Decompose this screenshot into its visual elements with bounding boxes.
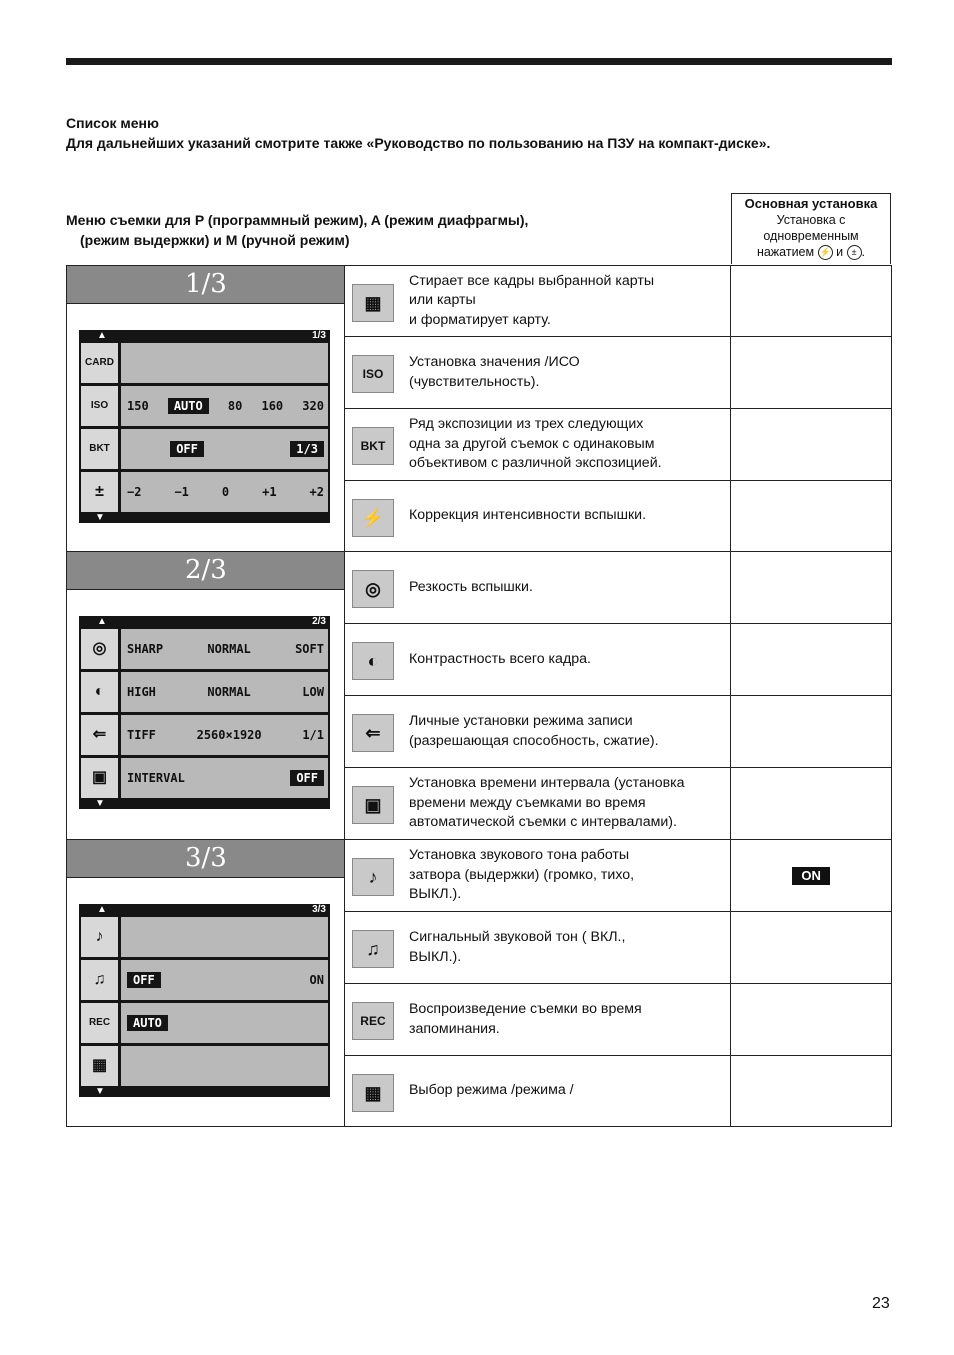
menu-item-description: Сигнальный звуковой тон ( ВКЛ., ВЫКЛ.). bbox=[408, 929, 626, 965]
basic-setting-cell bbox=[731, 624, 892, 696]
sharpness-icon: ◎ bbox=[352, 570, 394, 608]
screen-row bbox=[81, 1003, 328, 1043]
basic-setting-title: Основная установка bbox=[744, 196, 878, 211]
record-mode-icon: ⇐ bbox=[352, 714, 394, 752]
menu-row bbox=[67, 266, 892, 337]
screen-option: 0 bbox=[221, 485, 230, 499]
screen-option: AUTO bbox=[127, 1015, 168, 1031]
screen-option: 80 bbox=[227, 399, 243, 413]
basic-setting-header: Основная установка Установка с одновременным нажатием ⚡ и ± . bbox=[731, 193, 891, 264]
basic-setting-value: ON bbox=[792, 867, 830, 885]
screen-option: SOFT bbox=[295, 642, 324, 656]
menu-item-description-cell bbox=[344, 984, 730, 1056]
top-rule bbox=[66, 58, 892, 65]
scroll-down-icon: ▼ bbox=[95, 512, 105, 523]
screen-row bbox=[81, 917, 328, 957]
menu-item-description: Контрастность всего кадра. bbox=[408, 650, 591, 667]
screen-option: OFF bbox=[170, 441, 204, 457]
screen-option: OFF bbox=[290, 770, 324, 786]
screen-row-icon: ⇐ bbox=[81, 715, 121, 755]
screen-option: −1 bbox=[174, 485, 189, 499]
screen-page-indicator: 1/3 bbox=[312, 330, 326, 341]
basic-setting-line2: одновременным bbox=[763, 229, 859, 243]
basic-setting-cell bbox=[731, 768, 892, 840]
screen-row bbox=[81, 960, 328, 1000]
basic-setting-cell bbox=[731, 912, 892, 984]
screen-row bbox=[81, 629, 328, 669]
basic-setting-cell bbox=[731, 337, 892, 409]
screen-row bbox=[81, 386, 328, 426]
scroll-down-icon: ▼ bbox=[95, 1086, 105, 1097]
screen-cell bbox=[67, 266, 345, 552]
screen-row-icon: ▦ bbox=[81, 1046, 121, 1086]
screen-row bbox=[81, 343, 328, 383]
basic-setting-line3: нажатием bbox=[756, 245, 815, 259]
screen-page-indicator: 3/3 bbox=[312, 904, 326, 915]
menu-item-description-cell bbox=[344, 481, 730, 552]
scroll-down-icon: ▼ bbox=[95, 798, 105, 809]
scroll-up-icon: ▲ bbox=[97, 330, 107, 341]
screen-option: HIGH bbox=[127, 685, 156, 699]
reference-note: Для дальнейших указаний смотрите также «Руководство по пользованию на ПЗУ на компакт-диске». bbox=[66, 135, 771, 151]
menu-page-label: 2/3 bbox=[67, 552, 344, 590]
button-a-icon: ⚡ bbox=[818, 245, 833, 260]
lcd-menu-screen bbox=[79, 904, 330, 1097]
grid-mode-icon: ▦ bbox=[352, 1074, 394, 1112]
shooting-menu-title-line1: Меню съемки для P (программный режим), A (режим диафрагмы), bbox=[66, 212, 529, 228]
scroll-up-icon: ▲ bbox=[97, 904, 107, 915]
menu-item-description: Установка звукового тона работы затвора (выдержки) (громко, тихо, ВЫКЛ.). bbox=[408, 847, 635, 903]
screen-option: SHARP bbox=[127, 642, 164, 656]
screen-option: 160 bbox=[261, 399, 284, 413]
screen-option: NORMAL bbox=[207, 642, 251, 656]
basic-setting-cell bbox=[731, 840, 892, 912]
menu-table bbox=[66, 265, 892, 1127]
bracket-icon: BKT bbox=[352, 427, 394, 465]
basic-setting-cell bbox=[731, 552, 892, 624]
menu-item-description-cell bbox=[344, 552, 730, 624]
basic-setting-cell bbox=[731, 984, 892, 1056]
menu-item-description: Установка времени интервала (установка времени между съемками во время автоматической съемки с интервалами). bbox=[408, 775, 685, 831]
menu-page-label: 1/3 bbox=[67, 266, 344, 304]
menu-item-description-cell bbox=[344, 768, 730, 840]
flash-compensation-icon: ⚡ bbox=[352, 499, 394, 537]
screen-option: −2 bbox=[127, 485, 142, 499]
screen-option: 150 bbox=[127, 399, 149, 413]
screen-row-icon: ◎ bbox=[81, 629, 121, 669]
menu-item-description-cell bbox=[344, 624, 730, 696]
iso-icon: ISO bbox=[352, 355, 394, 393]
menu-item-description-cell bbox=[344, 912, 730, 984]
screen-row-icon: REC bbox=[81, 1003, 121, 1043]
screen-option: +1 bbox=[262, 485, 277, 499]
screen-row-icon: ± bbox=[81, 472, 121, 512]
basic-setting-cell bbox=[731, 266, 892, 337]
screen-row-icon: ▣ bbox=[81, 758, 121, 798]
beep-icon: ♫ bbox=[352, 930, 394, 968]
screen-option: OFF bbox=[127, 972, 161, 988]
screen-option: NORMAL bbox=[207, 685, 251, 699]
section-title: Список меню bbox=[66, 115, 159, 131]
screen-row bbox=[81, 1046, 328, 1086]
rec-view-icon: REC bbox=[352, 1002, 394, 1040]
screen-option: +2 bbox=[309, 485, 324, 499]
screen-option: INTERVAL bbox=[127, 771, 185, 785]
screen-row-icon: CARD bbox=[81, 343, 121, 383]
screen-cell bbox=[67, 552, 345, 840]
screen-row bbox=[81, 429, 328, 469]
screen-page-indicator: 2/3 bbox=[312, 616, 326, 627]
screen-option: ON bbox=[309, 973, 324, 987]
menu-row bbox=[67, 552, 892, 624]
screen-option: AUTO bbox=[168, 398, 209, 414]
menu-item-description-cell bbox=[344, 266, 730, 337]
screen-row bbox=[81, 715, 328, 755]
screen-option: 1/3 bbox=[290, 441, 324, 457]
scroll-up-icon: ▲ bbox=[97, 616, 107, 627]
button-b-icon: ± bbox=[847, 245, 862, 260]
screen-row-icon: ♫ bbox=[81, 960, 121, 1000]
basic-setting-line1: Установка с bbox=[776, 213, 846, 227]
screen-row bbox=[81, 758, 328, 798]
basic-setting-cell bbox=[731, 1056, 892, 1127]
lcd-menu-screen bbox=[79, 616, 330, 809]
menu-item-description: Стирает все кадры выбранной карты или карты и форматирует карту. bbox=[408, 272, 655, 328]
screen-option: LOW bbox=[302, 685, 324, 699]
menu-page-label: 3/3 bbox=[67, 840, 344, 878]
interval-icon: ▣ bbox=[352, 786, 394, 824]
menu-row bbox=[67, 840, 892, 912]
menu-item-description-cell bbox=[344, 337, 730, 409]
screen-row-icon: ◐ bbox=[81, 672, 121, 712]
menu-item-description-cell bbox=[344, 1056, 730, 1127]
menu-item-description-cell bbox=[344, 840, 730, 912]
menu-item-description: Коррекция интенсивности вспышки. bbox=[408, 507, 647, 524]
menu-item-description-cell bbox=[344, 409, 730, 481]
screen-cell bbox=[67, 840, 345, 1127]
card-setup-icon: ▦ bbox=[352, 284, 394, 322]
menu-item-description: Выбор режима /режима / bbox=[408, 1082, 574, 1099]
basic-setting-cell bbox=[731, 481, 892, 552]
menu-item-description: Ряд экспозиции из трех следующих одна за другой съемок с одинаковым объективом с различной экспозицией. bbox=[408, 416, 662, 472]
menu-item-description: Установка значения /ИСО (чувствительность). bbox=[408, 354, 580, 390]
screen-option: 320 bbox=[302, 399, 324, 413]
screen-row bbox=[81, 472, 328, 512]
page-number: 23 bbox=[872, 1295, 890, 1312]
screen-option: 1/1 bbox=[302, 728, 324, 742]
screen-row-icon: ISO bbox=[81, 386, 121, 426]
screen-option: TIFF bbox=[127, 728, 156, 742]
menu-item-description: Воспроизведение съемки во время запоминания. bbox=[408, 1001, 642, 1037]
shooting-menu-title-line2: (режим выдержки) и M (ручной режим) bbox=[80, 232, 350, 248]
contrast-icon: ◐ bbox=[352, 642, 394, 680]
shutter-sound-icon: ♪ bbox=[352, 858, 394, 896]
lcd-menu-screen bbox=[79, 330, 330, 523]
basic-setting-and: и bbox=[836, 245, 844, 259]
menu-item-description: Личные установки режима записи (разрешающая способность, сжатие). bbox=[408, 713, 659, 749]
screen-row-icon: BKT bbox=[81, 429, 121, 469]
screen-option: 2560×1920 bbox=[196, 728, 262, 742]
screen-row bbox=[81, 672, 328, 712]
menu-item-description: Резкость вспышки. bbox=[408, 578, 533, 595]
basic-setting-cell bbox=[731, 409, 892, 481]
screen-row-icon: ♪ bbox=[81, 917, 121, 957]
menu-item-description-cell bbox=[344, 696, 730, 768]
basic-setting-cell bbox=[731, 696, 892, 768]
